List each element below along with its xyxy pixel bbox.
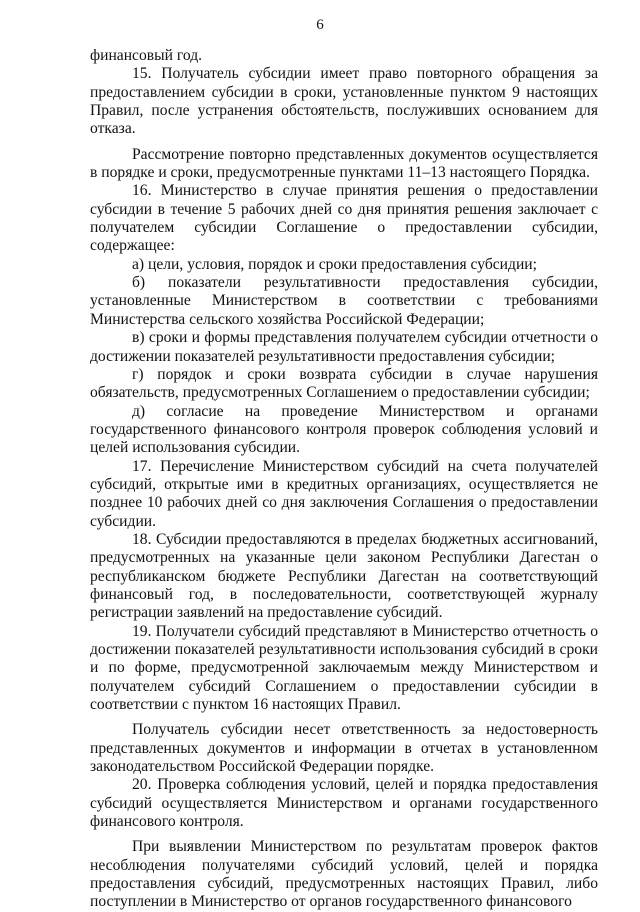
document-body: [90, 47, 598, 912]
paragraph-item-19: 19. Получатели субсидий представляют в Министерство отчетность о достижении показателей результативности использования субсидий в сроки и по форме, предусмотренной заключаемым между Министерством и получателем субсидий Соглашением о предоставлении субсидии в соответствии с пунктом 16 настоящих Правил.: [90, 622, 598, 714]
page-number: 6: [316, 17, 324, 33]
paragraph-continuation: финансовый год.: [90, 47, 203, 64]
paragraph-violations: При выявлении Министерством по результатам проверок фактов несоблюдения получателями субсидий условий, целей и порядка предоставления субсидий, предусмотренных настоящих Правил, либо поступлении в Министерство от органов государственного финансового: [90, 838, 598, 911]
paragraph-item-16-b: б) показатели результативности предоставления субсидии, установленные Министерством в соответствии с требованиями Министерства сельского хозяйства Российской Федерации;: [90, 274, 598, 328]
paragraph-item-20: 20. Проверка соблюдения условий, целей и порядка предоставления субсидий осуществляется Министерством и органами государственного финансового контроля.: [90, 776, 598, 831]
paragraph-item-16-a: а) цели, условия, порядок и сроки предоставления субсидии;: [132, 255, 537, 273]
paragraph-item-16: 16. Министерство в случае принятия решения о предоставлении субсидии в течение 5 рабочих дней со дня принятия решения заключает с получателем субсидии Соглашение о предоставлении субсидии, содержащее:: [90, 182, 598, 255]
paragraph-item-16-g: г) порядок и сроки возврата субсидии в случае нарушения обязательств, предусмотренных Соглашением о предоставлении субсидии;: [90, 365, 598, 402]
paragraph-resubmission: Рассмотрение повторно представленных документов осуществляется в порядке и сроки, предусмотренные пунктами 11–13 настоящего Порядка.: [90, 145, 598, 182]
paragraph-item-16-v: в) сроки и формы представления получателем субсидии отчетности о достижении показателей результативности предоставления субсидии;: [90, 329, 598, 365]
paragraph-item-16-d: д) согласие на проведение Министерством и органами государственного финансового контроля проверок соблюдения условий и целей использования субсидии.: [90, 402, 598, 457]
paragraph-item-15: 15. Получатель субсидии имеет право повторного обращения за предоставлением субсидии в сроки, установленные пунктом 9 настоящих Правил, после устранения обстоятельств, послуживших основанием для отказа.: [90, 65, 598, 138]
paragraph-item-18: 18. Субсидии предоставляются в пределах бюджетных ассигнований, предусмотренных на указанные цели законом Республики Дагестан о республиканском бюджете Республики Дагестан на соответствующий финансовый год, в последовательности, соответствующей журналу регистрации заявлений на предоставление субсидий.: [90, 530, 598, 622]
paragraph-responsibility: Получатель субсидии несет ответственность за недостоверность представленных документов и информации в отчетах в установленном законодательством Российской Федерации порядке.: [90, 721, 598, 776]
paragraph-item-17: 17. Перечисление Министерством субсидий на счета получателей субсидий, открытые ими в кредитных организациях, осуществляется не позднее 10 рабочих дней со дня заключения Соглашения о предоставлении субсидии.: [90, 457, 598, 530]
